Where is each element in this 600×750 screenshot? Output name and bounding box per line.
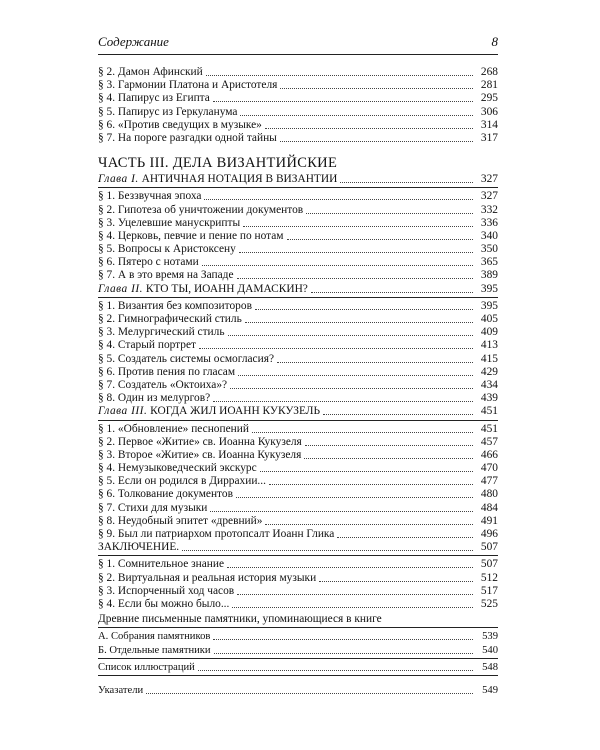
toc-entry	[98, 644, 498, 657]
dot-leader	[237, 585, 473, 595]
toc-entry	[98, 436, 498, 449]
toc-page-number: 409	[480, 326, 498, 339]
toc-page-number: 451	[480, 405, 498, 418]
toc-entry-label: § 2. Виртуальная и реальная история музыки	[98, 571, 317, 584]
toc-page-number: 548	[482, 661, 498, 673]
dot-leader	[311, 283, 473, 293]
dot-leader	[280, 79, 473, 89]
toc-page-number: 340	[480, 229, 498, 242]
dot-leader	[206, 66, 473, 76]
toc-entry	[98, 339, 498, 352]
toc-page-number: 525	[480, 597, 498, 610]
toc-entry	[98, 92, 498, 105]
toc-entry	[98, 66, 498, 79]
dot-leader	[199, 339, 473, 349]
dot-leader	[198, 661, 473, 671]
toc-entry-label: § 4. Если бы можно было...	[98, 597, 230, 610]
toc-entry-label: § 1. «Обновление» песнопений	[98, 422, 249, 435]
section-rule	[98, 627, 498, 628]
toc-entry	[98, 572, 498, 585]
dot-leader	[239, 243, 473, 253]
toc-entry	[98, 502, 498, 515]
toc-entry-label: § 3. Испорченный ход часов	[98, 584, 235, 597]
toc-page-number: 507	[480, 541, 498, 554]
toc-page-number: 415	[480, 352, 498, 365]
section-rule	[98, 420, 498, 421]
dot-leader	[304, 449, 473, 459]
dot-leader	[265, 515, 473, 525]
toc-page-number: 405	[480, 313, 498, 325]
toc-page-number: 389	[480, 269, 498, 282]
toc-entry-label: § 1. Сомнительное знание	[98, 558, 225, 571]
dot-leader	[265, 119, 473, 129]
dot-leader	[238, 366, 473, 376]
dot-leader	[232, 598, 473, 608]
dot-leader	[340, 173, 473, 183]
toc-entry	[98, 488, 498, 501]
toc-page-number: 429	[480, 365, 498, 378]
dot-leader	[146, 684, 473, 694]
dot-leader	[213, 92, 473, 102]
toc-page-number: 451	[480, 422, 498, 435]
toc-entry	[98, 515, 498, 528]
toc-page-number: 395	[480, 282, 498, 295]
toc-entry	[98, 475, 498, 488]
toc-page-number: 434	[480, 378, 498, 391]
toc-page-number: 491	[480, 514, 498, 527]
toc-entry	[98, 585, 498, 598]
toc-page-number: 470	[480, 462, 498, 475]
dot-leader	[214, 644, 473, 654]
toc-entry-label: § 7. Стихи для музыки	[98, 501, 208, 514]
toc-page-number: 317	[480, 131, 498, 144]
toc-entry-label: ЗАКЛЮЧЕНИЕ.	[98, 541, 180, 554]
dot-leader	[255, 300, 473, 310]
toc-page-number: 540	[482, 644, 498, 656]
toc-entry	[98, 283, 498, 296]
toc-entry-label: § 1. Беззвучная эпоха	[98, 190, 202, 203]
toc-entry-label: § 3. Мелургический стиль	[98, 326, 225, 339]
toc-entry-label	[98, 173, 337, 186]
toc-entry	[98, 243, 498, 256]
dot-leader	[204, 190, 473, 200]
toc-entry	[98, 462, 498, 475]
dot-leader	[240, 106, 473, 116]
toc-entry	[98, 173, 498, 186]
toc-page-number: 314	[480, 118, 498, 131]
running-header	[98, 34, 498, 54]
dot-leader	[277, 353, 473, 363]
toc-page-number: 281	[480, 79, 498, 92]
toc-entry-label: § 4. Немузыковедческий экскурс	[98, 462, 257, 475]
toc-page-number: 480	[480, 488, 498, 501]
toc-entry	[98, 79, 498, 92]
dot-leader	[245, 313, 473, 323]
dot-leader	[323, 405, 473, 415]
chapter-title: АНТИЧНАЯ НОТАЦИЯ В ВИЗАНТИИ	[141, 173, 338, 186]
toc-entry-label: А. Собрания памятников	[98, 631, 211, 643]
toc-entry	[98, 269, 498, 282]
toc-entry	[98, 630, 498, 643]
toc-entry-label: § 6. Толкование документов	[98, 488, 233, 501]
toc-entry-label: § 5. Создатель системы осмогласия?	[98, 352, 275, 365]
chapter-prefix: Глава II.	[98, 282, 144, 295]
toc-page-number: 350	[480, 243, 498, 256]
toc-entry-label: § 8. Неудобный эпитет «древний»	[98, 514, 263, 527]
toc-page-number: 295	[480, 92, 498, 105]
toc-entry-label: § 2. Первое «Житие» св. Иоанна Кукузеля	[98, 435, 302, 448]
dot-leader	[306, 204, 473, 214]
toc-page-number: 466	[480, 448, 498, 461]
chapter-title: КОГДА ЖИЛ ИОАНН КУКУЗЕЛЬ	[150, 405, 321, 418]
toc-entry-label: § 3. Второе «Житие» св. Иоанна Кукузеля	[98, 448, 302, 461]
toc-entry-label	[98, 405, 320, 418]
toc-page-number: 512	[480, 571, 498, 584]
toc-entry-label: Список иллюстраций	[98, 661, 195, 673]
toc-entry	[98, 379, 498, 392]
part-title: ЧАСТЬ III. ДЕЛА ВИЗАНТИЙСКИЕ	[98, 155, 338, 172]
appendix-title: Древние письменные памятники, упоминающиеся в книге	[98, 613, 382, 626]
toc-entry	[98, 132, 498, 145]
dot-leader	[227, 558, 473, 568]
toc-page-number: 413	[480, 339, 498, 352]
toc-entry-label: § 3. Гармонии Платона и Аристотеля	[98, 79, 278, 92]
toc-entry-label	[98, 283, 308, 296]
toc-page-number: 327	[480, 173, 498, 186]
toc-entry-label: Б. Отдельные памятники	[98, 644, 211, 656]
dot-leader	[319, 572, 473, 582]
section-rule	[98, 658, 498, 659]
toc-entry	[98, 106, 498, 119]
toc-entry	[98, 528, 498, 541]
section-rule	[98, 555, 498, 556]
section-rule	[98, 187, 498, 188]
toc-entry-label: § 4. Папирус из Египта	[98, 92, 210, 105]
dot-leader	[236, 488, 473, 498]
toc-entry-label: § 2. Гимнографический стиль	[98, 313, 242, 325]
toc-entry	[98, 313, 498, 326]
toc-entry	[98, 217, 498, 230]
toc-page-number: 539	[482, 631, 498, 643]
toc-entry	[98, 405, 498, 418]
toc-entry	[98, 392, 498, 405]
dot-leader	[228, 326, 473, 336]
dot-leader	[243, 217, 473, 227]
dot-leader	[230, 379, 473, 389]
toc-page-number: 439	[480, 392, 498, 405]
toc-entry-label: § 7. На пороге разгадки одной тайны	[98, 131, 277, 144]
toc-entry-label: § 8. Один из мелургов?	[98, 392, 211, 405]
toc-entry	[98, 353, 498, 366]
toc-page-number: 327	[480, 190, 498, 203]
toc-entry	[98, 661, 498, 674]
toc-entry	[98, 558, 498, 571]
toc-page-number: 365	[480, 256, 498, 269]
dot-leader	[280, 132, 473, 142]
toc-entry-label: § 4. Старый портрет	[98, 339, 197, 352]
toc-entry-label: § 5. Если он родился в Диррахии...	[98, 475, 266, 488]
toc-entry-label: § 2. Гипотеза об уничтожении документов	[98, 203, 304, 216]
dot-leader	[202, 256, 473, 266]
dot-leader	[269, 475, 473, 485]
toc-entry-label: § 7. А в это время на Западе	[98, 269, 234, 282]
toc-entry-label: § 6. Пятеро с нотами	[98, 256, 199, 269]
toc-page-number: 332	[480, 203, 498, 216]
toc-page-number: 306	[480, 105, 498, 118]
toc-entry-label: § 7. Создатель «Октоиха»?	[98, 378, 228, 391]
running-header-title: Содержание	[98, 34, 169, 49]
toc-entry	[98, 598, 498, 611]
dot-leader	[337, 528, 473, 538]
toc-page-number: 457	[480, 435, 498, 448]
toc-entry-label: § 9. Был ли патриархом протопсалт Иоанн Глика	[98, 528, 335, 540]
toc-entry	[98, 190, 498, 203]
dot-leader	[305, 436, 473, 446]
toc-entry	[98, 119, 498, 132]
toc-page-number: 517	[480, 584, 498, 597]
toc-entry-label: § 6. Против пения по гласам	[98, 365, 236, 378]
toc-page-number: 395	[480, 299, 498, 312]
dot-leader	[260, 462, 473, 472]
chapter-prefix: Глава I.	[98, 173, 139, 186]
dot-leader	[213, 630, 473, 640]
toc-entry-label: § 5. Папирус из Геркуланума	[98, 105, 238, 118]
toc-entry	[98, 230, 498, 243]
dot-leader	[287, 230, 473, 240]
toc-entry-label: Указатели	[98, 684, 144, 696]
dot-leader	[213, 392, 473, 402]
table-of-contents	[98, 66, 498, 697]
toc-entry	[98, 300, 498, 313]
section-rule	[98, 297, 498, 298]
dot-leader	[182, 541, 473, 551]
toc-entry	[98, 541, 498, 554]
toc-page-number: 507	[480, 558, 498, 571]
toc-entry	[98, 684, 498, 697]
toc-page-number: 268	[480, 66, 498, 78]
dot-leader	[237, 269, 473, 279]
toc-page-number: 549	[482, 684, 498, 696]
toc-page-number: 336	[480, 216, 498, 229]
toc-entry-label: § 4. Церковь, певчие и пение по нотам	[98, 229, 284, 242]
toc-entry	[98, 366, 498, 379]
toc-entry	[98, 423, 498, 436]
chapter-prefix: Глава III.	[98, 405, 148, 418]
toc-page-number: 484	[480, 501, 498, 514]
toc-page-number: 477	[480, 475, 498, 488]
toc-entry-label: § 2. Дамон Афинский	[98, 66, 203, 78]
toc-entry	[98, 256, 498, 269]
toc-entry-label: § 1. Византия без композиторов	[98, 299, 252, 312]
section-rule	[98, 675, 498, 676]
toc-page-number: 496	[480, 528, 498, 540]
dot-leader	[252, 423, 473, 433]
toc-entry-label: § 3. Уцелевшие манускрипты	[98, 216, 241, 229]
header-rule	[98, 54, 498, 55]
dot-leader	[210, 502, 473, 512]
toc-entry	[98, 204, 498, 217]
toc-entry	[98, 326, 498, 339]
page-number: 8	[491, 34, 498, 49]
chapter-title: КТО ТЫ, ИОАНН ДАМАСКИН?	[145, 282, 308, 295]
toc-entry	[98, 449, 498, 462]
toc-entry-label: § 5. Вопросы к Аристоксену	[98, 243, 236, 256]
toc-entry-label: § 6. «Против сведущих в музыке»	[98, 118, 262, 131]
